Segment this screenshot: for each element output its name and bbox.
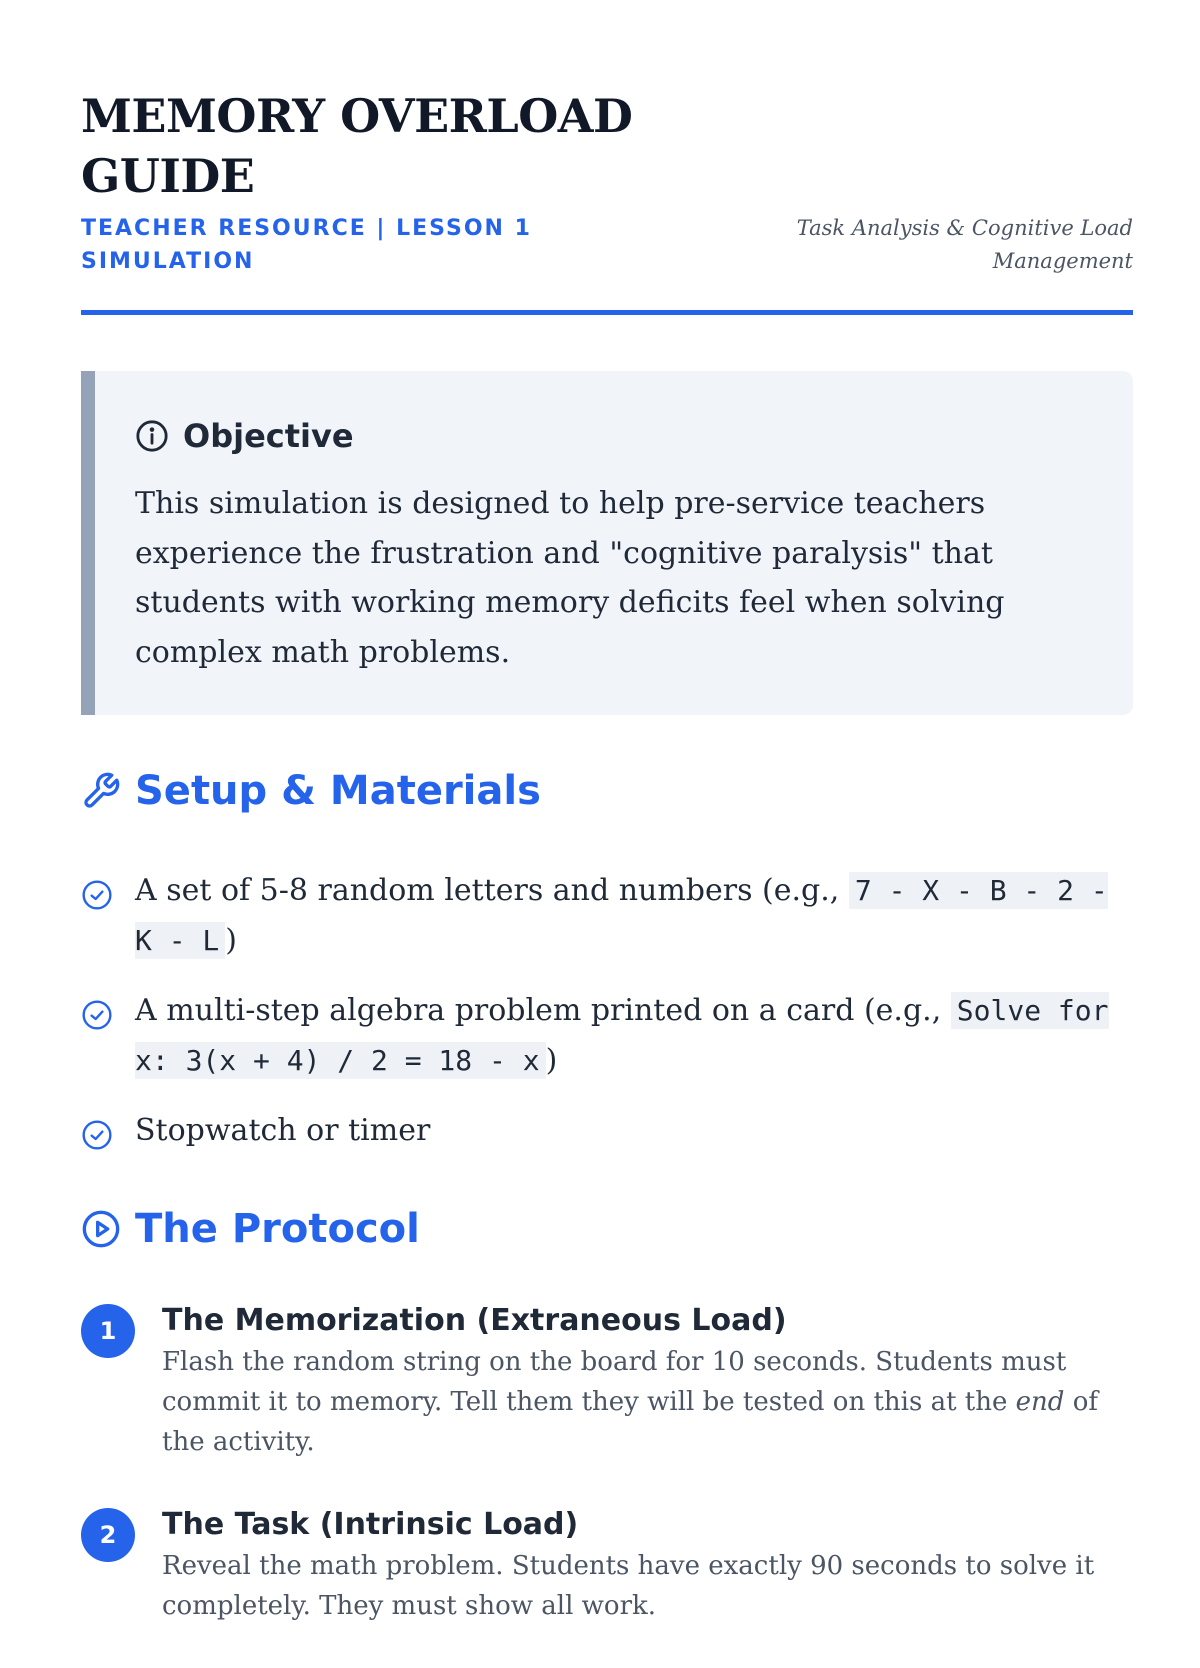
check-circle-icon [81, 1119, 113, 1151]
play-circle-icon [81, 1209, 121, 1249]
document-tagline: Task Analysis & Cognitive Load Management [796, 216, 1133, 273]
material-code: 7 - X - B - 2 - K - L [135, 874, 1108, 957]
step-text-after: of the activity. [162, 1387, 1098, 1457]
check-circle-icon [81, 999, 113, 1031]
objective-text: This simulation is designed to help pre-service teachers experience the frustration and "cognitive paralysis" that students with working memory deficits feel when solving complex math problems. [135, 486, 1005, 670]
step-title: The Task (Intrinsic Load) [162, 1507, 579, 1542]
setup-heading: Setup & Materials [135, 768, 541, 814]
materials-list [81, 866, 1133, 1176]
protocol-step [81, 1504, 1133, 1626]
list-item [81, 1106, 1133, 1156]
protocol-step [81, 1300, 1133, 1462]
list-item [81, 866, 1133, 966]
material-code: Solve for x: 3(x + 4) / 2 = 18 - x [135, 994, 1109, 1077]
list-item [81, 986, 1133, 1086]
header-subrow [81, 212, 1133, 282]
protocol-heading-row [81, 1206, 420, 1252]
setup-heading-row [81, 768, 541, 814]
step-text [162, 1546, 1133, 1626]
step-number-badge: 2 [81, 1508, 135, 1562]
header-divider [81, 310, 1133, 315]
step-title: The Memorization (Extraneous Load) [162, 1303, 787, 1338]
material-after: ) [225, 923, 238, 958]
wrench-icon [81, 771, 121, 811]
step-text-emphasis: end [1015, 1387, 1065, 1417]
info-icon [135, 419, 169, 453]
protocol-steps [81, 1300, 1133, 1668]
step-text-before: Reveal the math problem. Students have exactly 90 seconds to solve it completely. They must show all work. [162, 1551, 1095, 1621]
document-title: MEMORY OVERLOAD GUIDE [81, 89, 633, 203]
material-text: Stopwatch or timer [135, 1113, 431, 1148]
objective-accent-bar [81, 371, 95, 715]
protocol-heading: The Protocol [135, 1206, 420, 1252]
step-text [162, 1342, 1133, 1462]
check-circle-icon [81, 879, 113, 911]
document-subtitle: TEACHER RESOURCE | LESSON 1 SIMULATION [81, 216, 532, 274]
step-number-badge: 1 [81, 1304, 135, 1358]
material-after: ) [545, 1043, 558, 1078]
objective-panel [81, 371, 1133, 715]
objective-heading: Objective [183, 417, 354, 455]
objective-heading-row [135, 417, 354, 455]
document-header [81, 86, 1133, 282]
material-text: A multi-step algebra problem printed on a card (e.g., [135, 993, 951, 1028]
material-text: A set of 5-8 random letters and numbers (e.g., [135, 873, 849, 908]
step-text-before: Flash the random string on the board for 10 seconds. Students must commit it to memory. Tell them they will be tested on this at the [162, 1347, 1067, 1417]
